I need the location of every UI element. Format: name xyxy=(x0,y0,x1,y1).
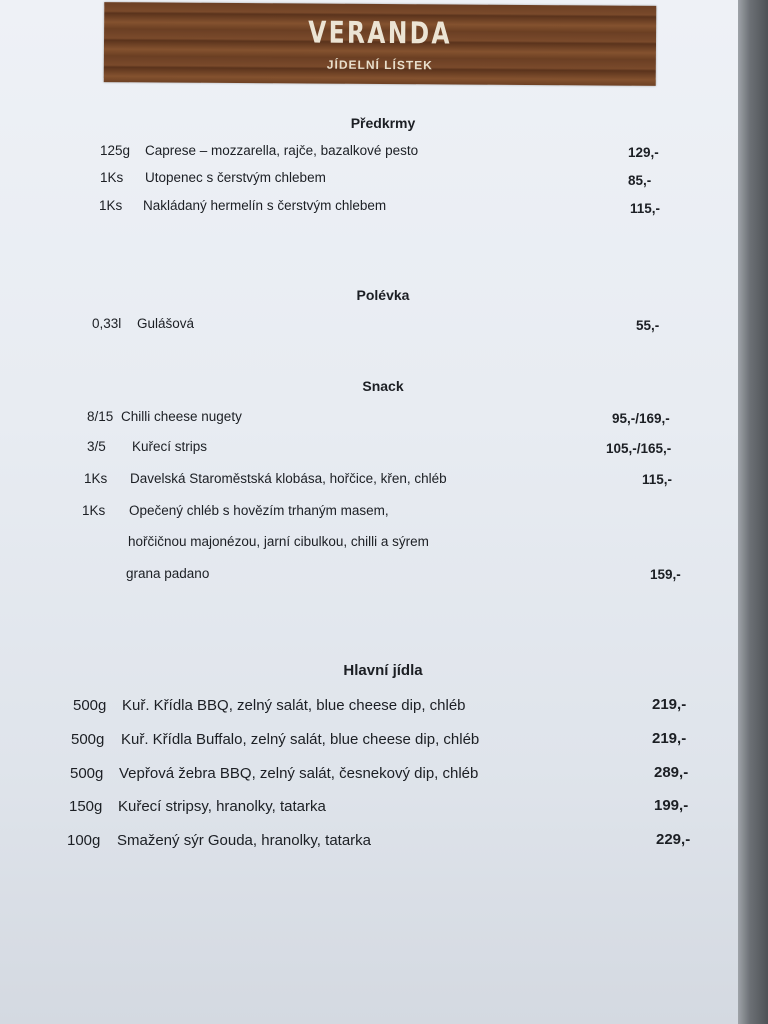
item-name-line3: grana padano xyxy=(126,566,210,581)
item-qty: 500g xyxy=(70,765,104,782)
item-name: Davelská Staroměstská klobása, hořčice, křen, chléb xyxy=(130,471,447,486)
item-qty: 100g xyxy=(67,832,101,849)
item-price: 55,- xyxy=(636,318,660,333)
item-price: 219,- xyxy=(652,696,687,713)
item-qty: 500g xyxy=(73,697,107,714)
item-name: Kuř. Křídla Buffalo, zelný salát, blue cheese dip, chléb xyxy=(121,731,480,748)
item-name: Kuřecí strips xyxy=(132,439,208,454)
item-price: 105,-/165,- xyxy=(606,441,672,456)
item-price: 129,- xyxy=(628,145,659,160)
item-qty: 150g xyxy=(69,798,103,815)
header-banner xyxy=(104,2,657,86)
item-qty: 8/15 xyxy=(87,409,114,424)
item-qty: 1Ks xyxy=(84,471,108,486)
item-name: Utopenec s čerstvým chlebem xyxy=(145,170,326,185)
item-price: 95,-/169,- xyxy=(612,411,670,426)
item-price: 115,- xyxy=(642,472,673,487)
item-name: Smažený sýr Gouda, hranolky, tatarka xyxy=(117,832,372,849)
item-price: 289,- xyxy=(654,764,689,781)
item-name: Gulášová xyxy=(137,316,195,331)
item-price: 85,- xyxy=(628,173,652,188)
section-title-snack: Snack xyxy=(362,378,404,394)
item-price: 115,- xyxy=(630,201,661,216)
item-name-line2: hořčičnou majonézou, jarní cibulkou, chilli a sýrem xyxy=(128,534,429,549)
item-price: 159,- xyxy=(650,567,681,582)
item-price: 219,- xyxy=(652,730,687,747)
item-qty: 1Ks xyxy=(82,503,106,518)
item-price: 199,- xyxy=(654,797,689,814)
item-qty: 500g xyxy=(71,731,105,748)
item-name: Kuřecí stripsy, hranolky, tatarka xyxy=(118,798,326,815)
section-title-predkrmy: Předkrmy xyxy=(350,115,416,131)
section-title-hlavni-jidla: Hlavní jídla xyxy=(343,662,423,679)
table-edge xyxy=(738,0,768,1024)
item-name: Chilli cheese nugety xyxy=(121,409,242,424)
item-name: Nakládaný hermelín s čerstvým chlebem xyxy=(143,198,387,213)
item-name: Caprese – mozzarella, rajče, bazalkové pesto xyxy=(145,143,419,158)
item-name: Opečený chléb s hovězím trhaným masem, xyxy=(129,503,389,518)
item-price: 229,- xyxy=(656,831,691,848)
item-qty: 3/5 xyxy=(87,439,106,454)
menu-subtitle: JÍDELNÍ LÍSTEK xyxy=(326,57,433,73)
restaurant-name: VERANDA xyxy=(308,15,453,52)
item-name: Vepřová žebra BBQ, zelný salát, česnekový dip, chléb xyxy=(119,765,479,782)
item-name: Kuř. Křídla BBQ, zelný salát, blue cheese dip, chléb xyxy=(122,697,466,714)
item-qty: 1Ks xyxy=(100,170,124,185)
item-qty: 1Ks xyxy=(99,198,123,213)
item-qty: 0,33l xyxy=(92,316,122,331)
section-title-polevka: Polévka xyxy=(356,287,410,303)
item-qty: 125g xyxy=(100,143,131,158)
